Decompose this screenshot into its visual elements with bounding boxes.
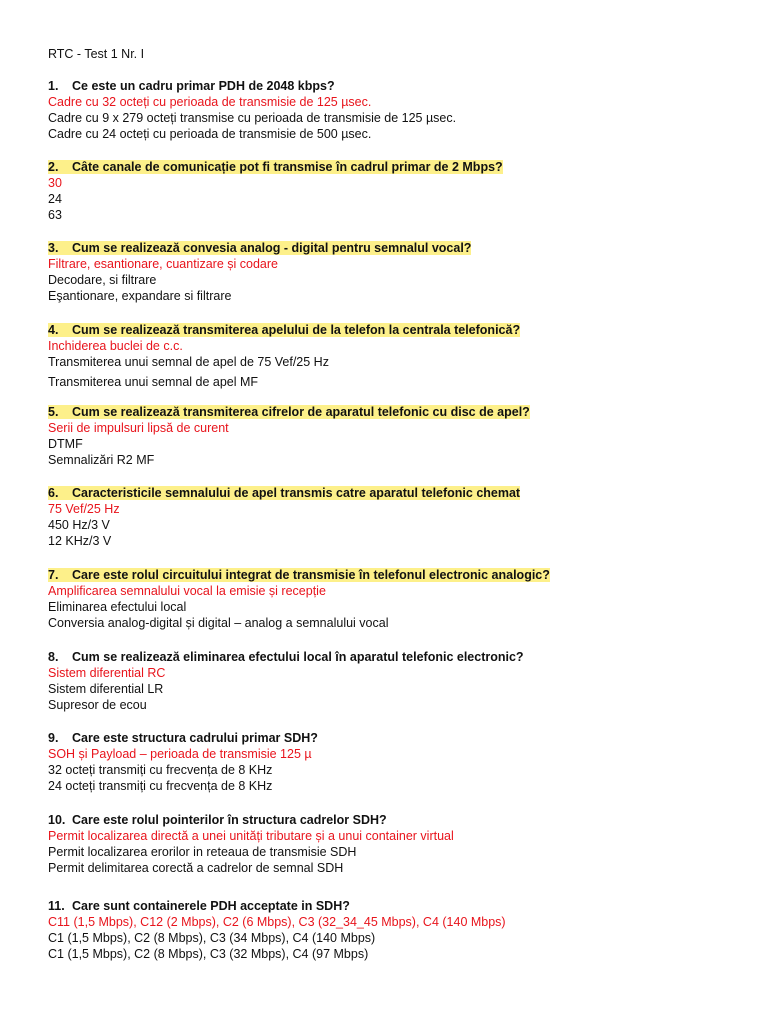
question-4 [48,322,748,391]
question-9 [48,730,748,795]
answer-option: 32 octeți transmiți cu frecvența de 8 KHz [48,763,273,778]
question-number: 4. [48,323,59,337]
question-label: Care este rolul circuitului integrat de transmisie în telefonul electronic analogic? [72,568,550,582]
question-text [48,730,748,746]
question-label: Cum se realizează eliminarea efectului local în aparatul telefonic electronic? [72,650,524,664]
correct-answer: C11 (1,5 Mbps), C12 (2 Mbps), C2 (6 Mbps), C3 (32_34_45 Mbps), C4 (140 Mbps) [48,915,506,929]
question-text [48,240,748,256]
question-text [48,649,748,665]
question-label: Cum se realizează transmiterea cifrelor de aparatul telefonic cu disc de apel? [72,405,530,419]
answer-option: 63 [48,208,62,223]
question-1 [48,78,748,143]
answer-option: DTMF [48,437,83,452]
answer-option: Permit delimitarea corectă a cadrelor de semnal SDH [48,861,344,876]
question-3 [48,240,748,305]
question-label: Cum se realizează transmiterea apelului de la telefon la centrala telefonică? [72,323,521,337]
question-8 [48,649,748,714]
correct-answer: SOH și Payload – perioada de transmisie 125 µ [48,747,312,761]
answer-option: 24 [48,192,62,207]
question-text [48,78,748,94]
question-text [48,322,748,338]
correct-answer: Permit localizarea directă a unei unități tributare și a unui container virtual [48,829,454,843]
question-label: Care este structura cadrului primar SDH? [72,731,318,745]
question-label: Care este rolul pointerilor în structura cadrelor SDH? [72,813,387,827]
correct-answer: 30 [48,176,62,190]
question-number: 7. [48,568,59,582]
correct-answer: Amplificarea semnalului vocal la emisie și recepție [48,584,326,598]
correct-answer: Cadre cu 32 octeți cu perioada de transmisie de 125 µsec. [48,95,372,109]
question-label: Câte canale de comunicație pot fi transmise în cadrul primar de 2 Mbps? [72,160,503,174]
answer-option: C1 (1,5 Mbps), C2 (8 Mbps), C3 (32 Mbps), C4 (97 Mbps) [48,947,369,962]
question-number: 9. [48,731,59,745]
answer-option: Permit localizarea erorilor in reteaua de transmisie SDH [48,845,357,860]
question-label: Caracteristicile semnalului de apel transmis catre aparatul telefonic chemat [72,486,521,500]
correct-answer: Inchiderea buclei de c.c. [48,339,183,353]
answer-option: Conversia analog-digital și digital – analog a semnalului vocal [48,616,389,631]
answer-option: 12 KHz/3 V [48,534,112,549]
question-2 [48,159,748,224]
answer-option: 450 Hz/3 V [48,518,110,533]
question-5 [48,404,748,469]
question-11 [48,898,748,963]
answer-option: Transmiterea unui semnal de apel de 75 Vef/25 Hz [48,355,329,370]
question-number: 8. [48,650,59,664]
document-title: RTC - Test 1 Nr. I [48,47,145,61]
answer-option: 24 octeți transmiți cu frecvența de 8 KHz [48,779,273,794]
question-number: 6. [48,486,59,500]
question-text [48,567,748,583]
question-label: Ce este un cadru primar PDH de 2048 kbps? [72,79,335,93]
correct-answer: 75 Vef/25 Hz [48,502,120,516]
question-10 [48,812,748,877]
answer-option: Eşantionare, expandare si filtrare [48,289,232,304]
answer-option: Transmiterea unui semnal de apel MF [48,375,259,390]
correct-answer: Sistem diferential RC [48,666,166,680]
question-text [48,898,748,914]
question-label: Cum se realizează convesia analog - digital pentru semnalul vocal? [72,241,472,255]
question-number: 10. [48,813,66,827]
answer-option: Eliminarea efectului local [48,600,187,615]
question-text [48,812,748,828]
question-7 [48,567,748,632]
answer-option: Cadre cu 9 x 279 octeți transmise cu perioada de transmisie de 125 µsec. [48,111,457,126]
question-number: 3. [48,241,59,255]
question-label: Care sunt containerele PDH acceptate in SDH? [72,899,350,913]
correct-answer: Serii de impulsuri lipsă de curent [48,421,229,435]
correct-answer: Filtrare, esantionare, cuantizare și codare [48,257,278,271]
question-text [48,485,748,501]
answer-option: Sistem diferential LR [48,682,164,697]
question-text [48,404,748,420]
answer-option: Cadre cu 24 octeți cu perioada de transmisie de 500 µsec. [48,127,372,142]
question-number: 11. [48,899,65,913]
answer-option: C1 (1,5 Mbps), C2 (8 Mbps), C3 (34 Mbps), C4 (140 Mbps) [48,931,376,946]
answer-option: Supresor de ecou [48,698,147,713]
answer-option: Semnalizări R2 MF [48,453,155,468]
question-number: 1. [48,79,59,93]
question-6 [48,485,748,554]
question-text [48,159,748,175]
answer-option: Decodare, si filtrare [48,273,157,288]
question-number: 5. [48,405,59,419]
question-number: 2. [48,160,59,174]
